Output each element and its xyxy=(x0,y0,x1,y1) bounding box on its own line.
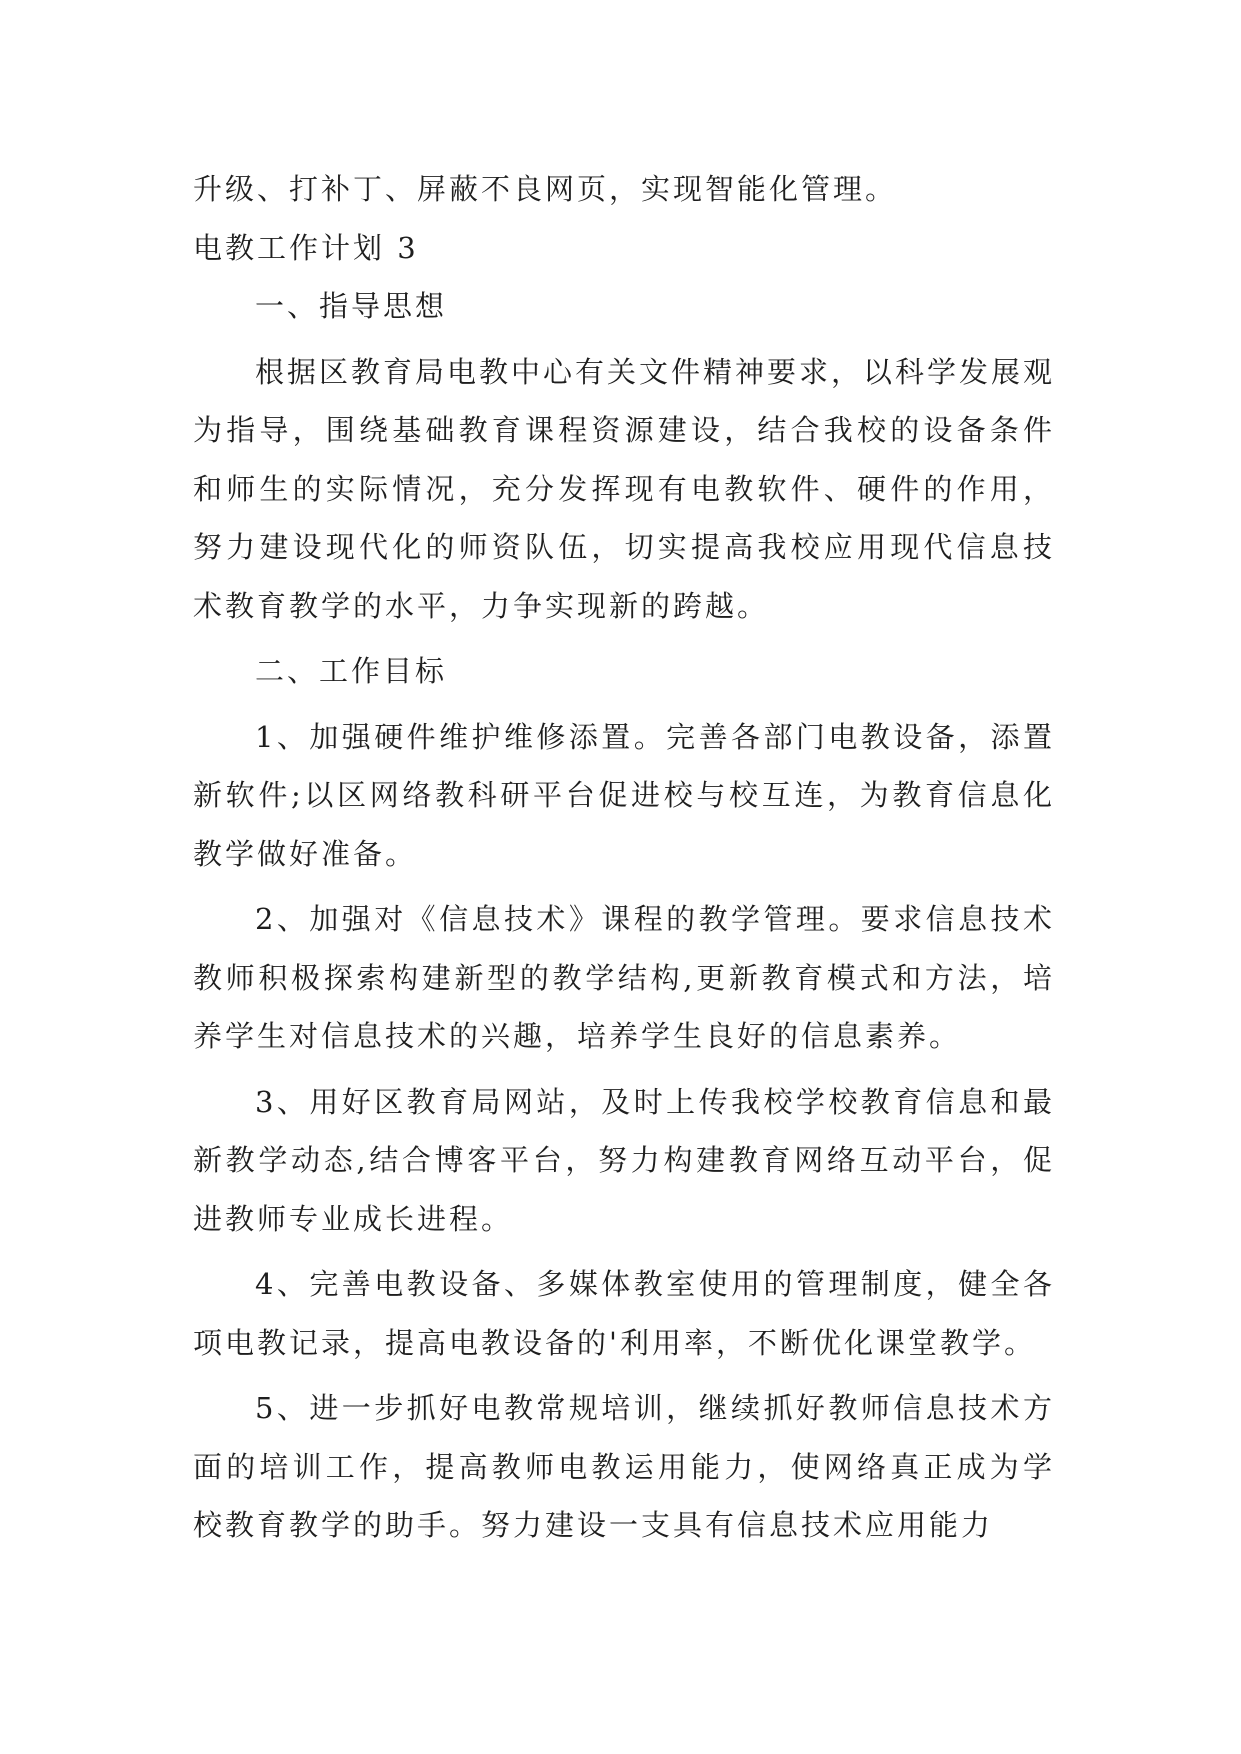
goal-item-4: 4、完善电教设备、多媒体教室使用的管理制度，健全各项电教记录，提高电教设备的'利用率，不断优化课堂教学。 xyxy=(193,1267,1055,1360)
goal-item-1: 1、加强硬件维护维修添置。完善各部门电教设备，添置新软件;以区网络教科研平台促进校与校互连，为教育信息化教学做好准备。 xyxy=(193,719,1055,871)
goal-item-5: 5、进一步抓好电教常规培训，继续抓好教师信息技术方面的培训工作，提高教师电教运用能力，使网络真正成为学校教育教学的助手。努力建设一支具有信息技术应用能力 xyxy=(193,1391,1055,1542)
document-body xyxy=(193,160,1055,1555)
goal-item-3: 3、用好区教育局网站，及时上传我校学校教育信息和最新教学动态,结合博客平台，努力构建教育网络互动平台，促进教师专业成长进程。 xyxy=(193,1084,1055,1236)
goal-item-2: 2、加强对《信息技术》课程的教学管理。要求信息技术教师积极探索构建新型的教学结构,更新教育模式和方法，培养学生对信息技术的兴趣，培养学生良好的信息素养。 xyxy=(193,902,1055,1053)
lead-line: 升级、打补丁、屏蔽不良网页，实现智能化管理。 xyxy=(193,172,898,206)
document-title: 电教工作计划 3 xyxy=(193,230,419,265)
section-heading-guiding-ideology: 一、指导思想 xyxy=(255,289,448,323)
section-heading-work-goals: 二、工作目标 xyxy=(255,654,448,688)
section-paragraph-guiding-ideology: 根据区教育局电教中心有关文件精神要求，以科学发展观为指导，围绕基础教育课程资源建设，结合我校的设备条件和师生的实际情况，充分发挥现有电教软件、硬件的作用，努力建设现代化的师资队伍，切实提高我校应用现代信息技术教育教学的水平，力争实现新的跨越。 xyxy=(193,354,1056,623)
